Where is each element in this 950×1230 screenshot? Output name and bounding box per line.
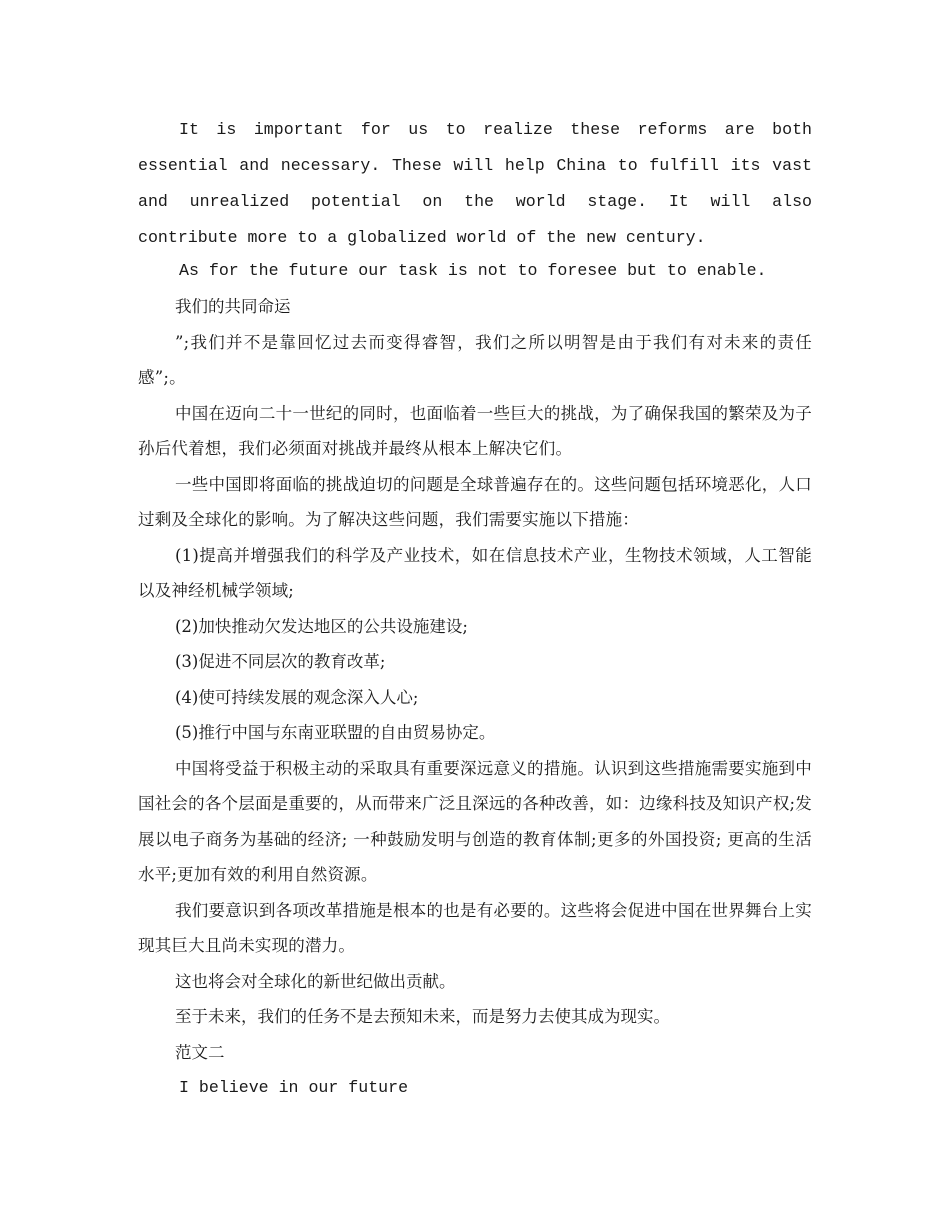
paragraph-reforms-en: It is important for us to realize these reforms are both essential and necessary. These will help China to fulfill its vast and unrealized potential on the world stage. It will also contribute more to a globalized world of the new century. bbox=[138, 120, 812, 247]
paragraph-future-en: As for the future our task is not to foresee but to enable. bbox=[179, 261, 767, 280]
title-believe-future: I believe in our future bbox=[179, 1078, 409, 1097]
paragraph-problems-zh: 一些中国即将面临的挑战迫切的问题是全球普遍存在的。这些问题包括环境恶化，人口过剩及全球化的影响。为了解决这些问题，我们需要实施以下措施： bbox=[138, 474, 812, 529]
list-item-5: (5)推行中国与东南亚联盟的自由贸易协定。 bbox=[175, 723, 496, 742]
paragraph-challenges-zh: 中国在迈向二十一世纪的同时，也面临着一些巨大的挑战，为了确保我国的繁荣及为子孙后代着想，我们必须面对挑战并最终从根本上解决它们。 bbox=[138, 403, 812, 458]
heading-common-destiny: 我们的共同命运 bbox=[175, 297, 291, 316]
paragraph-reforms-zh: 我们要意识到各项改革措施是根本的也是有必要的。这些将会促进中国在世界舞台上实现其巨大且尚未实现的潜力。 bbox=[138, 900, 812, 955]
list-item-3: (3)促进不同层次的教育改革; bbox=[175, 652, 386, 671]
heading-sample-two: 范文二 bbox=[175, 1042, 225, 1062]
paragraph-benefits-zh: 中国将受益于积极主动的采取具有重要深远意义的措施。认识到这些措施需要实施到中国社会的各个层面是重要的，从而带来广泛且深远的各种改善，如：边缘科技及知识产权;发展以电子商务为基础的经济; 一种鼓励发明与创造的教育体制;更多的外国投资; 更高的生活水平;更加有效的利用自然资源。 bbox=[138, 758, 812, 884]
list-item-4: (4)使可持续发展的观念深入人心; bbox=[175, 687, 419, 707]
paragraph-future-zh: 至于未来，我们的任务不是去预知未来，而是努力去使其成为现实。 bbox=[175, 1007, 670, 1026]
list-item-1: (1)提高并增强我们的科学及产业技术，如在信息技术产业，生物技术领域，人工智能以及神经机械学领域; bbox=[138, 545, 812, 600]
list-item-2: (2)加快推动欠发达地区的公共设施建设; bbox=[175, 616, 468, 636]
document-page bbox=[138, 112, 812, 1106]
paragraph-quote-zh: ”;我们并不是靠回忆过去而变得睿智，我们之所以明智是由于我们有对未来的责任感”;。 bbox=[138, 332, 812, 387]
paragraph-contribution-zh: 这也将会对全球化的新世纪做出贡献。 bbox=[175, 971, 456, 991]
